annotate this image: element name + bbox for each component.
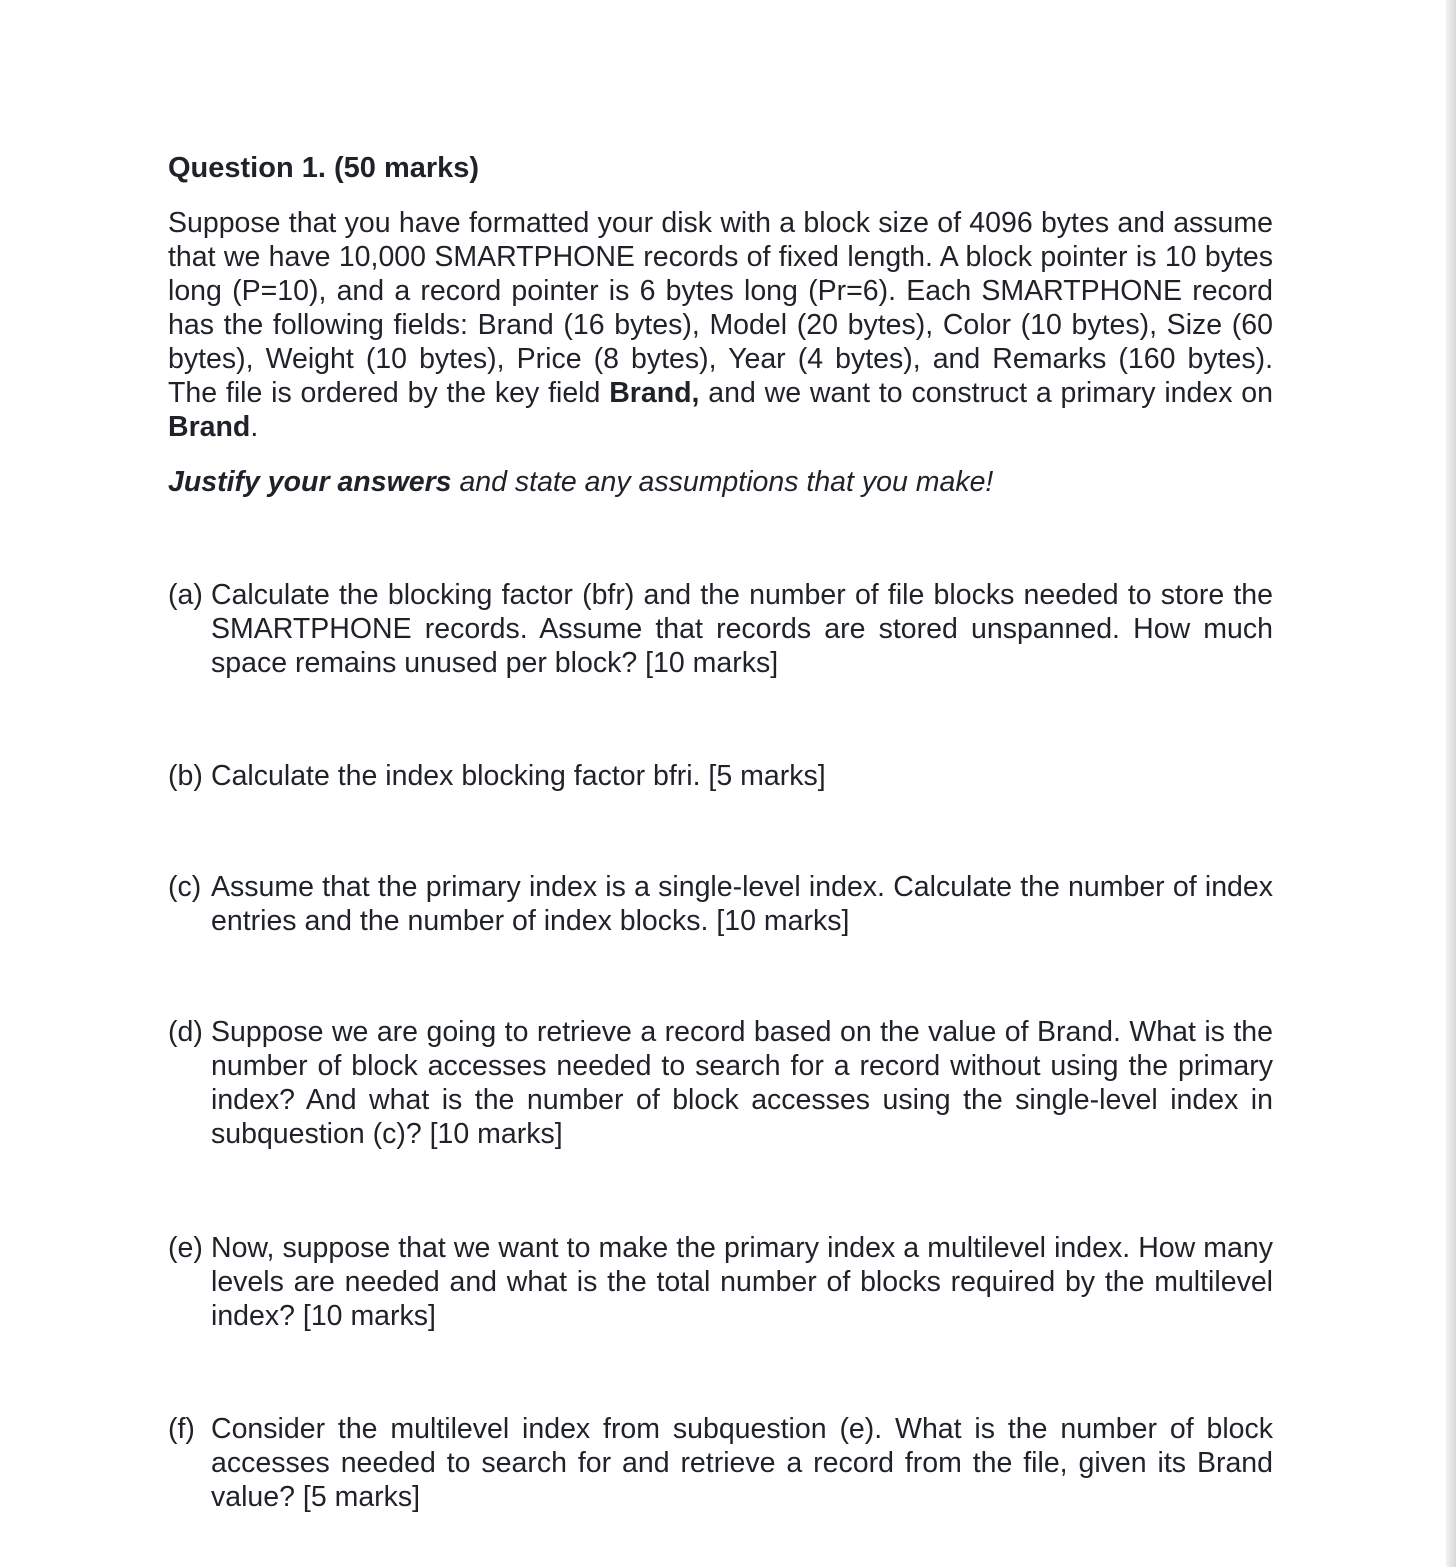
question-header-block	[168, 150, 1273, 499]
subquestion-label: (f)	[168, 1413, 195, 1445]
subquestion-a	[168, 578, 1273, 680]
question-intro	[168, 206, 1273, 444]
intro-text-2: and we want to construct a primary index on	[699, 377, 1273, 409]
subquestion-label: (e)	[168, 1232, 203, 1264]
subquestion-d	[168, 1015, 1273, 1151]
subquestion-text: Consider the multilevel index from subquestion (e). What is the number of block accesses needed to search for and retrieve a record from the file, given its Brand value? [5 marks]	[211, 1413, 1273, 1513]
subquestion-c	[168, 870, 1273, 938]
page-edge-shadow	[1446, 0, 1456, 1567]
justify-bold: Justify your answers	[168, 466, 452, 498]
intro-text-3: .	[250, 411, 259, 443]
subquestion-e	[168, 1231, 1273, 1333]
justify-rest: and state any assumptions that you make!	[451, 466, 994, 498]
intro-bold-brand-2: Brand	[168, 411, 251, 443]
intro-bold-brand-1: Brand,	[609, 377, 700, 409]
subquestion-label: (b)	[168, 760, 203, 792]
subquestion-text: Now, suppose that we want to make the primary index a multilevel index. How many levels are needed and what is the total number of blocks required by the multilevel index? [10 marks]	[211, 1232, 1273, 1332]
justify-instruction	[168, 465, 1273, 499]
subquestion-b	[168, 759, 1273, 793]
subquestion-text: Assume that the primary index is a single-level index. Calculate the number of index entries and the number of index blocks. [10 marks]	[211, 871, 1273, 937]
subquestion-text: Calculate the index blocking factor bfri. [5 marks]	[211, 760, 826, 792]
subquestion-label: (a)	[168, 579, 203, 611]
intro-text-1: Suppose that you have formatted your disk with a block size of 4096 bytes and assume that we have 10,000 SMARTPHONE records of fixed length. A block pointer is 10 bytes long (P=10), and a record pointer is 6 bytes long (Pr=6). Each SMARTPHONE record has the following fields: Brand (16 bytes), Model (20 bytes), Color (10 bytes), Size (60 bytes), Weight (10 bytes), Price (8 bytes), Year (4 bytes), and Remarks (160 bytes). The file is ordered by the key field	[168, 207, 1273, 409]
subquestion-label: (d)	[168, 1016, 203, 1048]
subquestion-f	[168, 1412, 1273, 1514]
subquestion-text: Suppose we are going to retrieve a record based on the value of Brand. What is the number of block accesses needed to search for a record without using the primary index? And what is the number of block accesses using the single-level index in subquestion (c)? [10 marks]	[211, 1016, 1273, 1150]
subquestion-label: (c)	[168, 871, 202, 903]
subquestion-text: Calculate the blocking factor (bfr) and the number of file blocks needed to store the SMARTPHONE records. Assume that records are stored unspanned. How much space remains unused per block? [10 marks]	[211, 579, 1273, 679]
question-title: Question 1. (50 marks)	[168, 152, 480, 184]
